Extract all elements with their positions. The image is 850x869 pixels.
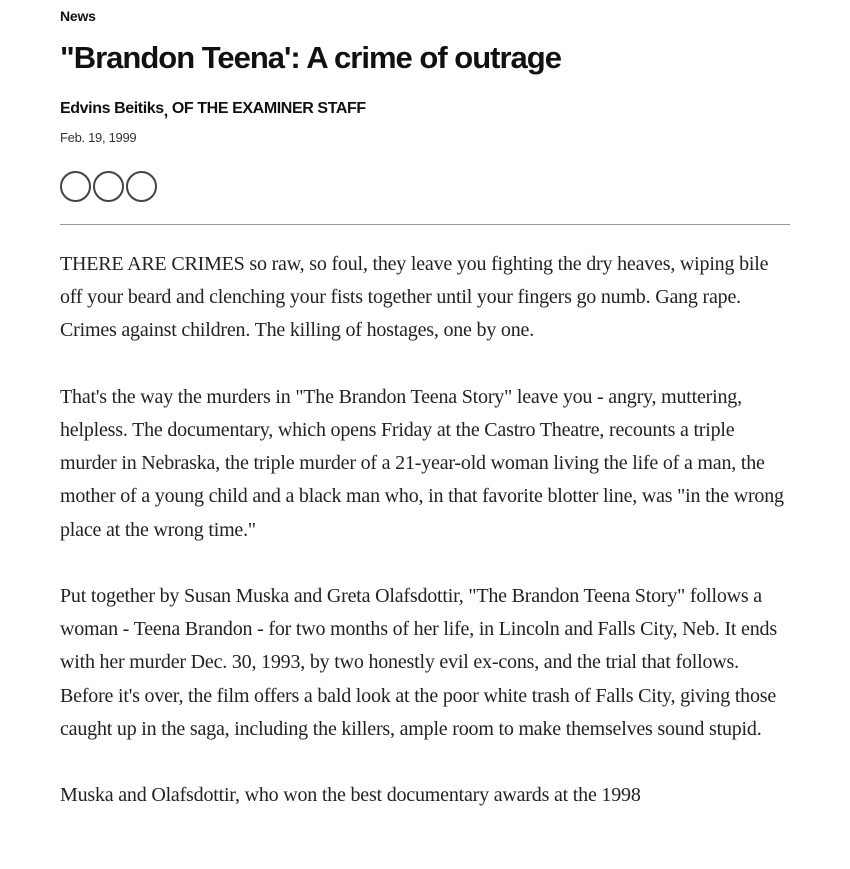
byline-separator: , — [163, 103, 168, 120]
publish-date: Feb. 19, 1999 — [60, 130, 137, 145]
author-name[interactable]: Edvins Beitiks — [60, 100, 164, 117]
share-button-3[interactable] — [126, 171, 157, 202]
paragraph: Muska and Olafsdottir, who won the best documentary awards at the 1998 — [60, 784, 641, 807]
article-body — [60, 248, 790, 846]
header-divider — [60, 224, 790, 225]
share-button-1[interactable] — [60, 171, 91, 202]
headline: "Brandon Teena': A crime of outrage — [60, 40, 561, 75]
paragraph: Put together by Susan Muska and Greta Olafsdottir, "The Brandon Teena Story" follows a woman - Teena Brandon - for two months of her life, in Lincoln and Falls City, Neb. It ends with her murder Dec. 30, 1993, by two honestly evil ex-cons, and the trial that follows. Before it's over, the film offers a bald look at the poor white trash of Falls City, giving those caught up in the saga, including the killers, ample room to make themselves sound stupid. — [60, 585, 777, 740]
share-buttons — [60, 171, 157, 202]
section-label[interactable]: News — [60, 8, 96, 24]
share-button-2[interactable] — [93, 171, 124, 202]
author-affiliation: OF THE EXAMINER STAFF — [171, 100, 366, 117]
paragraph: THERE ARE CRIMES so raw, so foul, they leave you fighting the dry heaves, wiping bile off your beard and clenching your fists together until your fingers go numb. Gang rape. Crimes against children. The killing of hostages, one by one. — [60, 253, 769, 342]
paragraph: That's the way the murders in "The Brandon Teena Story" leave you - angry, muttering, helpless. The documentary, which opens Friday at the Castro Theatre, recounts a triple murder in Nebraska, the triple murder of a 21-year-old woman living the life of a man, the mother of a young child and a black man who, in that favorite blotter line, was "in the wrong place at the wrong time." — [60, 385, 784, 541]
byline — [60, 100, 366, 118]
